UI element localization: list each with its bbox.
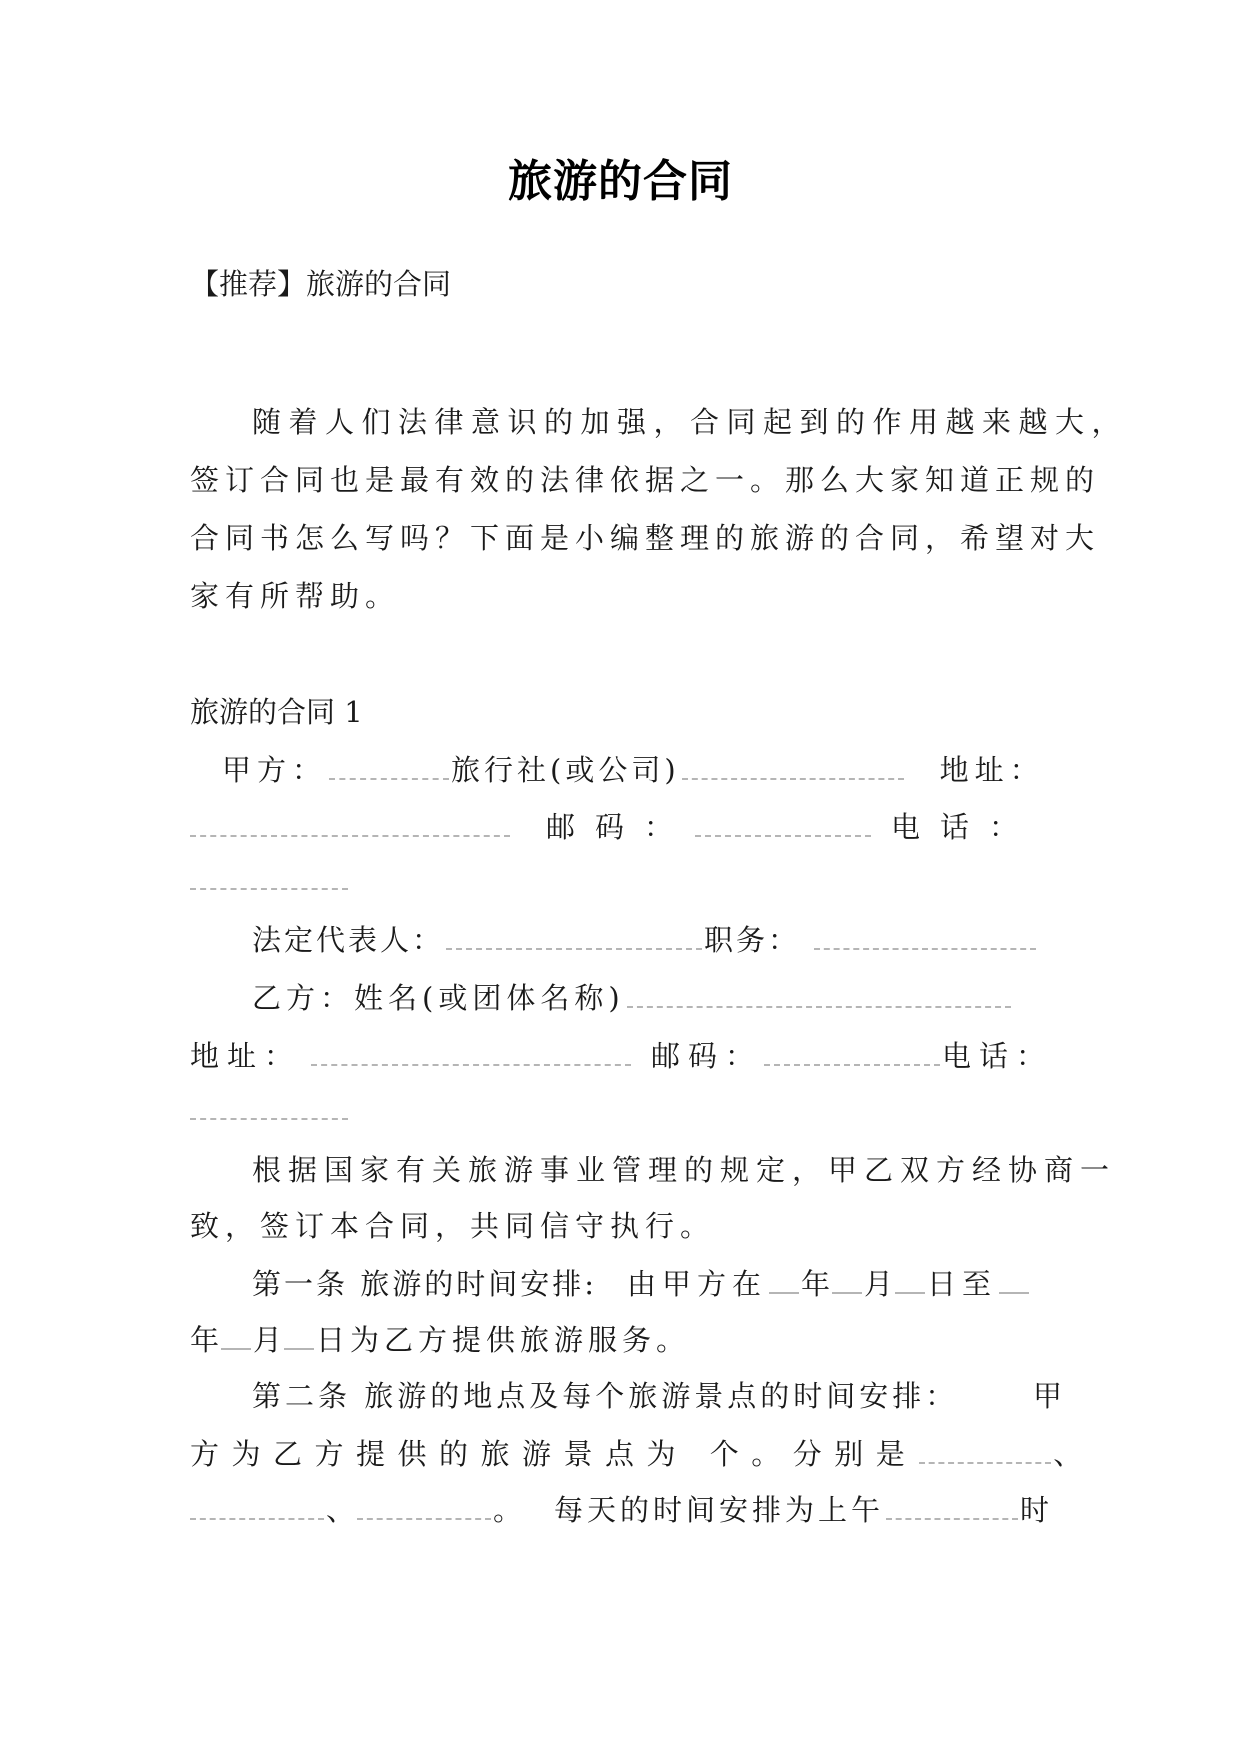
party-a-phone-line [190,858,1060,900]
article-1-line-2 [190,1318,1060,1360]
intro-line-4: 家有所帮助。 [190,579,401,613]
party-b-address-blank[interactable] [311,1034,631,1066]
party-a-line [222,748,1062,790]
party-b-name-blank[interactable] [627,976,1011,1008]
document-subtitle: 【推荐】旅游的合同 [190,267,452,301]
article-1-text-a: 由甲方在 [627,1267,768,1301]
party-b-address-label: 地址： [190,1039,302,1073]
party-a-address-blank[interactable] [190,805,510,837]
intro-line-2: 签订合同也是最有效的法律依据之一。那么大家知道正规的 [190,463,1101,497]
party-a-postcode-label: 邮码： [546,810,694,844]
legal-rep-blank[interactable] [446,918,702,950]
start-month-blank[interactable] [832,1262,862,1294]
spot-3-blank[interactable] [357,1488,491,1520]
article-2-line-2-text: 方为乙方提供的旅游景点为 个。分别是 [190,1437,918,1471]
party-b-label: 乙方：姓名(或团体名称) [252,981,625,1015]
end-day-blank[interactable] [284,1318,314,1350]
party-a-postcode-blank[interactable] [695,805,871,837]
intro-line-3: 合同书怎么写吗？下面是小编整理的旅游的合同，希望对大 [190,521,1101,555]
article-1-year-2: 年 [190,1323,220,1357]
intro-line-1 [252,402,1129,442]
article-2-heading: 第二条 旅游的地点及每个旅游景点的时间安排： [252,1379,959,1413]
article-2-text-start: 甲 [1032,1379,1062,1413]
article-2-hour: 时 [1020,1493,1050,1527]
article-2-line-3 [190,1488,1060,1530]
party-b-phone-blank[interactable] [190,1088,348,1120]
start-day-blank[interactable] [895,1262,925,1294]
article-1-heading: 第一条 旅游的时间安排: [252,1267,597,1301]
preamble-line-2: 致，签订本合同，共同信守执行。 [190,1209,716,1243]
article-2-line-2 [190,1432,1083,1474]
document-title: 旅游的合同 [508,156,733,207]
party-b-postcode-label: 邮码： [651,1039,763,1073]
party-a-name-blank[interactable] [329,748,449,780]
party-a-label: 甲方： [222,753,328,787]
article-2-line [252,1376,1062,1416]
party-a-address-label: 地址： [939,753,1045,787]
party-a-agency-label: 旅行社(或公司) [451,753,680,787]
end-month-blank[interactable] [221,1318,251,1350]
position-label: 职务： [704,923,801,957]
article-2-end: 。 [493,1493,523,1527]
party-b-line [252,976,1062,1018]
article-1-text-b: 日为乙方提供旅游服务。 [316,1323,691,1357]
section-title: 旅游的合同 1 [190,695,363,729]
party-b-phone-line [190,1088,1060,1130]
party-b-phone-label: 电话： [942,1039,1054,1073]
article-1-month-2: 月 [253,1323,283,1357]
position-blank[interactable] [814,918,1036,950]
party-a-contact-line [190,805,1060,847]
party-b-contact-line [190,1034,1060,1076]
spot-1-blank[interactable] [919,1432,1051,1464]
article-1-month: 月 [864,1267,894,1301]
end-year-blank[interactable] [999,1262,1029,1294]
intro-text-1: 随着人们法律意识的加强，合同起到的作用越来越大， [252,405,1129,439]
preamble-line-1: 根据国家有关旅游事业管理的规定，甲乙双方经协商一 [252,1153,1117,1187]
article-2-sep-1: 、 [1053,1437,1083,1471]
article-1-line [252,1262,1062,1304]
morning-hour-blank[interactable] [886,1488,1018,1520]
legal-rep-line [252,918,1062,960]
spot-2-blank[interactable] [190,1488,324,1520]
party-a-agency-blank[interactable] [682,748,904,780]
party-a-phone-blank[interactable] [190,858,348,890]
party-a-phone-label: 电话： [891,810,1039,844]
article-1-day-to: 日至 [927,1267,998,1301]
start-year-blank[interactable] [769,1262,799,1294]
party-b-postcode-blank[interactable] [764,1034,940,1066]
article-2-schedule: 每天的时间安排为上午 [554,1493,885,1527]
article-1-year: 年 [801,1267,831,1301]
article-2-sep-2: 、 [326,1493,356,1527]
legal-rep-label: 法定代表人： [252,923,445,957]
